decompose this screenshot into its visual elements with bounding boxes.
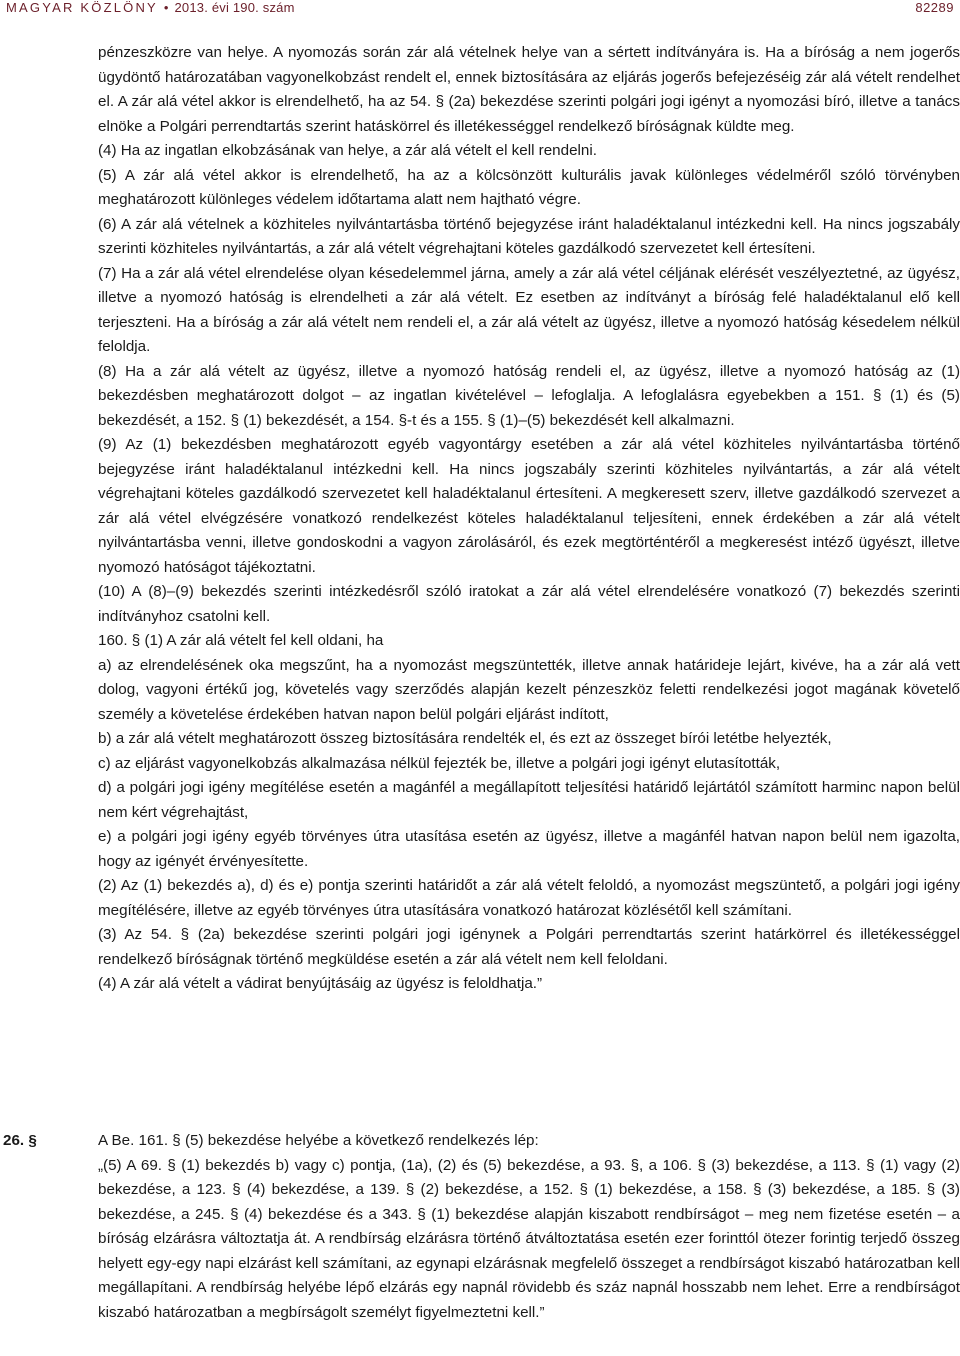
page-header bbox=[0, 0, 960, 22]
paragraph-160-4: (4) A zár alá vételt a vádirat benyújtásáig az ügyész is feloldhatja.” bbox=[98, 975, 543, 992]
paragraph-10: (10) A (8)–(9) bekezdés szerinti intézkedésről szóló iratokat a zár alá vétel elrendelésére vonatkozó (7) bekezdés szerinti indítványhoz csatolni kell. bbox=[98, 583, 960, 625]
paragraph-5: (5) A zár alá vétel akkor is elrendelhető, ha az a kölcsönzött kulturális javak különleges védelméről szóló törvényben meghatározott különleges védelem időtartama alatt nem hajtható végre. bbox=[98, 166, 960, 208]
point-d: d) a polgári jogi igény megítélése esetén a magánfél a megállapított teljesítési határidő lejártától számított harminc napon belül nem kért végrehajtást, bbox=[98, 779, 960, 821]
journal-title: MAGYAR KÖZLÖNY bbox=[6, 0, 158, 15]
point-e: e) a polgári jogi igény egyéb törvényes útra utasítása esetén az ügyész, illetve a magánfél hatvan napon belül nem igazolta, hogy az igényét érvényesítette. bbox=[98, 828, 960, 870]
point-c: c) az eljárást vagyonelkobzás alkalmazása nélkül fejezték be, illetve a polgári jogi igényt elutasították, bbox=[98, 754, 781, 772]
header-separator: • bbox=[163, 0, 169, 15]
running-head bbox=[6, 0, 295, 15]
paragraph-160-2: (2) Az (1) bekezdés a), d) és e) pontja szerinti határidőt a zár alá vételt feloldó, a nyomozást megszüntető, a polgári jogi igény megítélésére, illetve az egyéb törvényes útra utasítására vonatkozó határozat közlésétől kell számítani. bbox=[98, 877, 960, 919]
section-26-quote: „(5) A 69. § (1) bekezdés b) vagy c) pontja, (1a), (2) és (5) bekezdése, a 93. §, a 106. § (3) bekezdése, a 113. § (1) vagy (2) bekezdése, a 123. § (4) bekezdése, a 139. § (2) bekezdése, a 152. § (1) bekezdése, a 158. § (3) bekezdése, a 185. § (3) bekezdése, a 245. § (4) bekezdése és a 343. § (1) bekezdése alapján kiszabott rendbírságot – meg nem fizetése esetén – a bíróság elzárásra változtatja át. A rendbírság elzárásra történő átváltoztatása esetén ezer forinttól ötezer forintig terjedő összeg helyett egy-egy napi elzárást kell számítani, az egynapi elzárásnak megfelelő összeget a rendbírságot kiszabó határozatban kell megállapítani. A rendbírság helyébe lépő elzárás egy napnál rövidebb és száz napnál hosszabb nem lehet. Erre a rendbírságot kiszabó határozatban a megbírságolt személyt figyelmeztetni kell.” bbox=[98, 1156, 960, 1321]
section-26-content bbox=[98, 1129, 960, 1325]
issue-label: 2013. évi 190. szám bbox=[174, 0, 295, 15]
point-a: a) az elrendelésének oka megszűnt, ha a nyomozást megszüntették, illetve annak határideje lejárt, kivéve, ha a zár alá vett dolog, vagyoni értékű jog, követelés vagy szerződés alapján kezelt pénzeszköz feletti rendelkezési jogot magának követelő személy a követelése érdekében hatvan napon belül polgári eljárást indított, bbox=[98, 656, 960, 723]
paragraph-4: (4) Ha az ingatlan elkobzásának van helye, a zár alá vételt el kell rendelni. bbox=[98, 142, 597, 159]
paragraph-8: (8) Ha a zár alá vételt az ügyész, illetve a nyomozó hatóság rendeli el, az ügyész, illetve a nyomozó hatóság az (1) bekezdésben meghatározott dolgot – az ingatlan kivételével – lefoglalja. A lefoglalásra egyebekben a 151. § (1) és (5) bekezdését, a 152. § (1) bekezdését, a 154. §-t és a 155. § (1)–(5) bekezdését kell alkalmazni. bbox=[98, 362, 960, 429]
point-b: b) a zár alá vételt meghatározott összeg biztosítására rendelték el, és ezt az összeget bírói letétbe helyezték, bbox=[98, 730, 832, 747]
paragraph-7: (7) Ha a zár alá vétel elrendelése olyan késedelemmel járna, amely a zár alá vétel céljának elérését veszélyeztetné, az ügyész, illetve a nyomozó hatóság is elrendelheti a zár alá vételt. Ez esetben az indítványt a bíróság felé haladéktalanul elő kell terjeszteni. Ha a bíróság a zár alá vételt nem rendeli el, a zár alá vételt az ügyész, illetve a nyomozó hatóság késedelem nélkül feloldja. bbox=[98, 264, 960, 355]
section-number: 26. § bbox=[3, 1132, 37, 1149]
page-number: 82289 bbox=[915, 0, 954, 15]
body-text bbox=[98, 41, 960, 997]
paragraph-160-3: (3) Az 54. § (2a) bekezdése szerinti polgári jogi igénynek a Polgári perrendtartás szerint határkörrel és illetékességgel rendelkező bíróságnak történő megküldése esetén a zár alá vételt nem kell feloldani. bbox=[98, 926, 960, 968]
paragraph-6: (6) A zár alá vételnek a közhiteles nyilvántartásba történő bejegyzése iránt haladéktalanul intézkedni kell. Ha nincs jogszabály szerinti közhiteles nyilvántartás, a zár alá vételt végrehajtani köteles gazdálkodó szervezetet kell értesíteni. bbox=[98, 215, 960, 257]
section-26-intro: A Be. 161. § (5) bekezdése helyébe a következő rendelkezés lép: bbox=[98, 1132, 539, 1149]
paragraph-9: (9) Az (1) bekezdésben meghatározott egyéb vagyontárgy esetében a zár alá vétel közhiteles nyilvántartásba történő bejegyzése iránt haladéktalanul intézkedni kell. Ha nincs jogszabály szerinti közhiteles nyilvántartás, a zár alá vételt végrehajtani köteles gazdálkodó szervezetet kell haladéktalanul értesíteni. A megkeresett szerv, illetve gazdálkodó szervezet a zár alá vétel elvégzésére vonatkozó rendelkezést köteles haladéktalanul teljesíteni, ennek érdekében a zár alá vételt nyilvántartásba venni, illetve gondoskodni a vagyon zárolásáról, és ezek megtörténtéről a megkeresést intéző ügyészt, illetve nyomozó hatóságot tájékoztatni. bbox=[98, 436, 960, 576]
paragraph-continuation: pénzeszközre van helye. A nyomozás során zár alá vételnek helye van a sértett indítványára is. Ha a bíróság a nem jogerős ügydöntő határozatában vagyonelkobzást rendelt el, ennek biztosítására az eljárás jogerős befejezéséig zár alá vételt rendelhet el. A zár alá vétel akkor is elrendelhető, ha az 54. § (2a) bekezdése szerinti polgári jogi igényt a nyomozási bíró, illetve a tanács elnöke a Polgári perrendtartás szerint hatáskörrel és illetékességgel rendelkező bíróságnak küldte meg. bbox=[98, 44, 960, 135]
section-160-heading: 160. § (1) A zár alá vételt fel kell oldani, ha bbox=[98, 632, 384, 649]
